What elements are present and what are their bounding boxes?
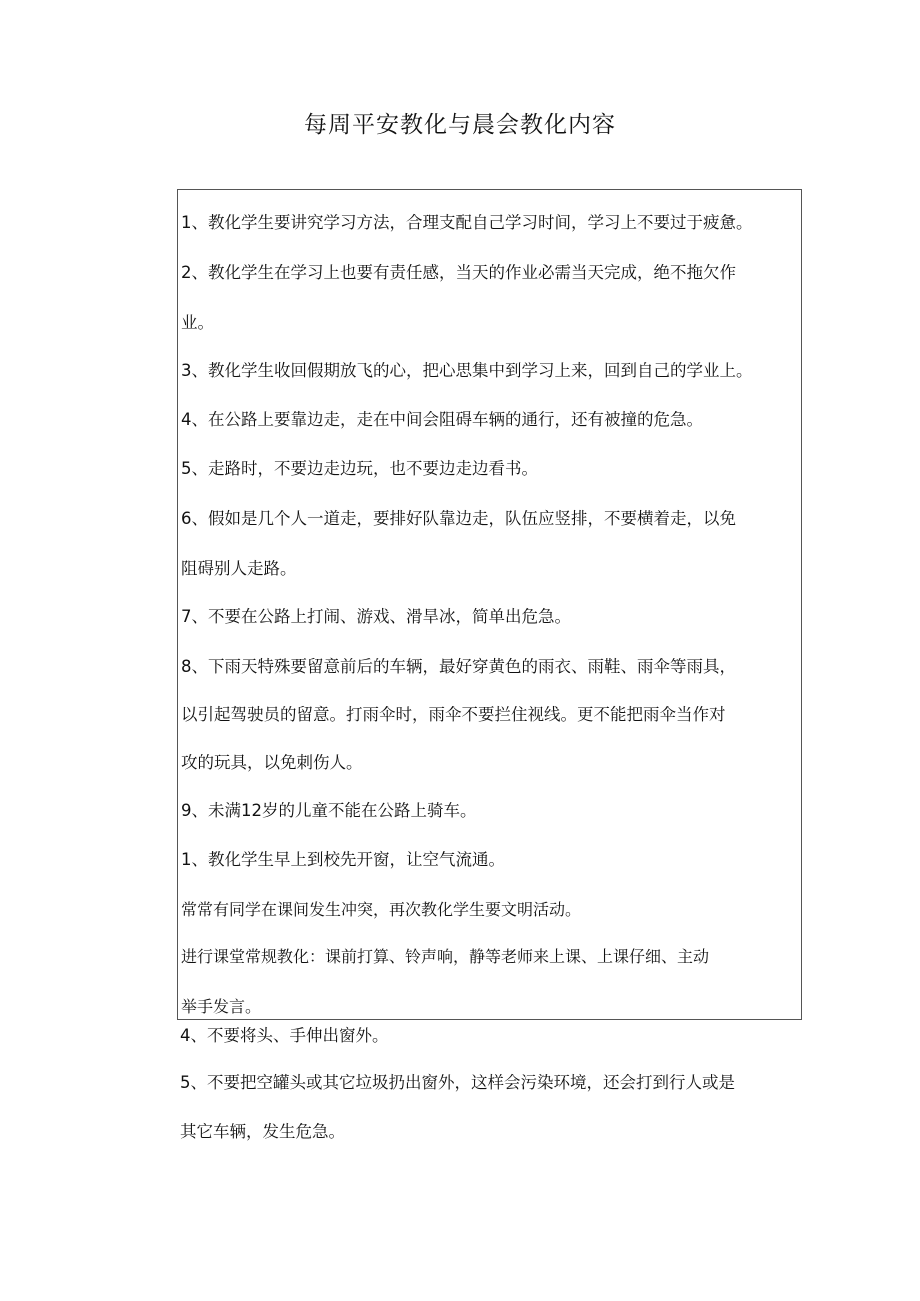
text-line: 攻的玩具，以免刺伤人。	[181, 753, 363, 772]
text-line: 业。	[181, 313, 214, 332]
text-line: 7、不要在公路上打闹、游戏、滑旱冰，简单出危急。	[181, 607, 571, 626]
text-line: 其它车辆，发生危急。	[180, 1122, 345, 1141]
page-title: 每周平安教化与晨会教化内容	[304, 112, 616, 138]
text-line: 进行课堂常规教化：课前打算、铃声响，静等老师来上课、上课仔细、主动	[181, 947, 710, 966]
text-line: 5、走路时，不要边走边玩，也不要边走边看书。	[181, 459, 538, 478]
text-line: 举手发言。	[181, 997, 262, 1016]
text-line: 4、在公路上要靠边走，走在中间会阻碍车辆的通行，还有被撞的危急。	[181, 410, 703, 429]
text-line: 8、下雨天特殊要留意前后的车辆，最好穿黄色的雨衣、雨鞋、雨伞等雨具，	[181, 657, 736, 676]
text-line: 3、教化学生收回假期放飞的心，把心思集中到学习上来，回到自己的学业上。	[181, 361, 753, 380]
text-line: 常常有同学在课间发生冲突，再次教化学生要文明活动。	[181, 900, 582, 919]
text-line: 阻碍别人走路。	[181, 559, 297, 578]
text-line: 1、教化学生要讲究学习方法，合理支配自己学习时间，学习上不要过于疲惫。	[181, 213, 753, 232]
text-line: 2、教化学生在学习上也要有责任感，当天的作业必需当天完成，绝不拖欠作	[181, 263, 736, 282]
text-line: 5、不要把空罐头或其它垃圾扔出窗外，这样会污染环境，还会打到行人或是	[180, 1073, 735, 1092]
text-line: 1、教化学生早上到校先开窗，让空气流通。	[181, 850, 505, 869]
text-line: 4、不要将头、手伸出窗外。	[180, 1026, 389, 1045]
text-line: 以引起驾驶员的留意。打雨伞时，雨伞不要拦住视线。更不能把雨伞当作对	[181, 705, 726, 724]
text-line: 9、未满12岁的儿童不能在公路上骑车。	[181, 801, 477, 820]
text-line: 6、假如是几个人一道走，要排好队靠边走，队伍应竖排，不要横着走，以免	[181, 509, 736, 528]
